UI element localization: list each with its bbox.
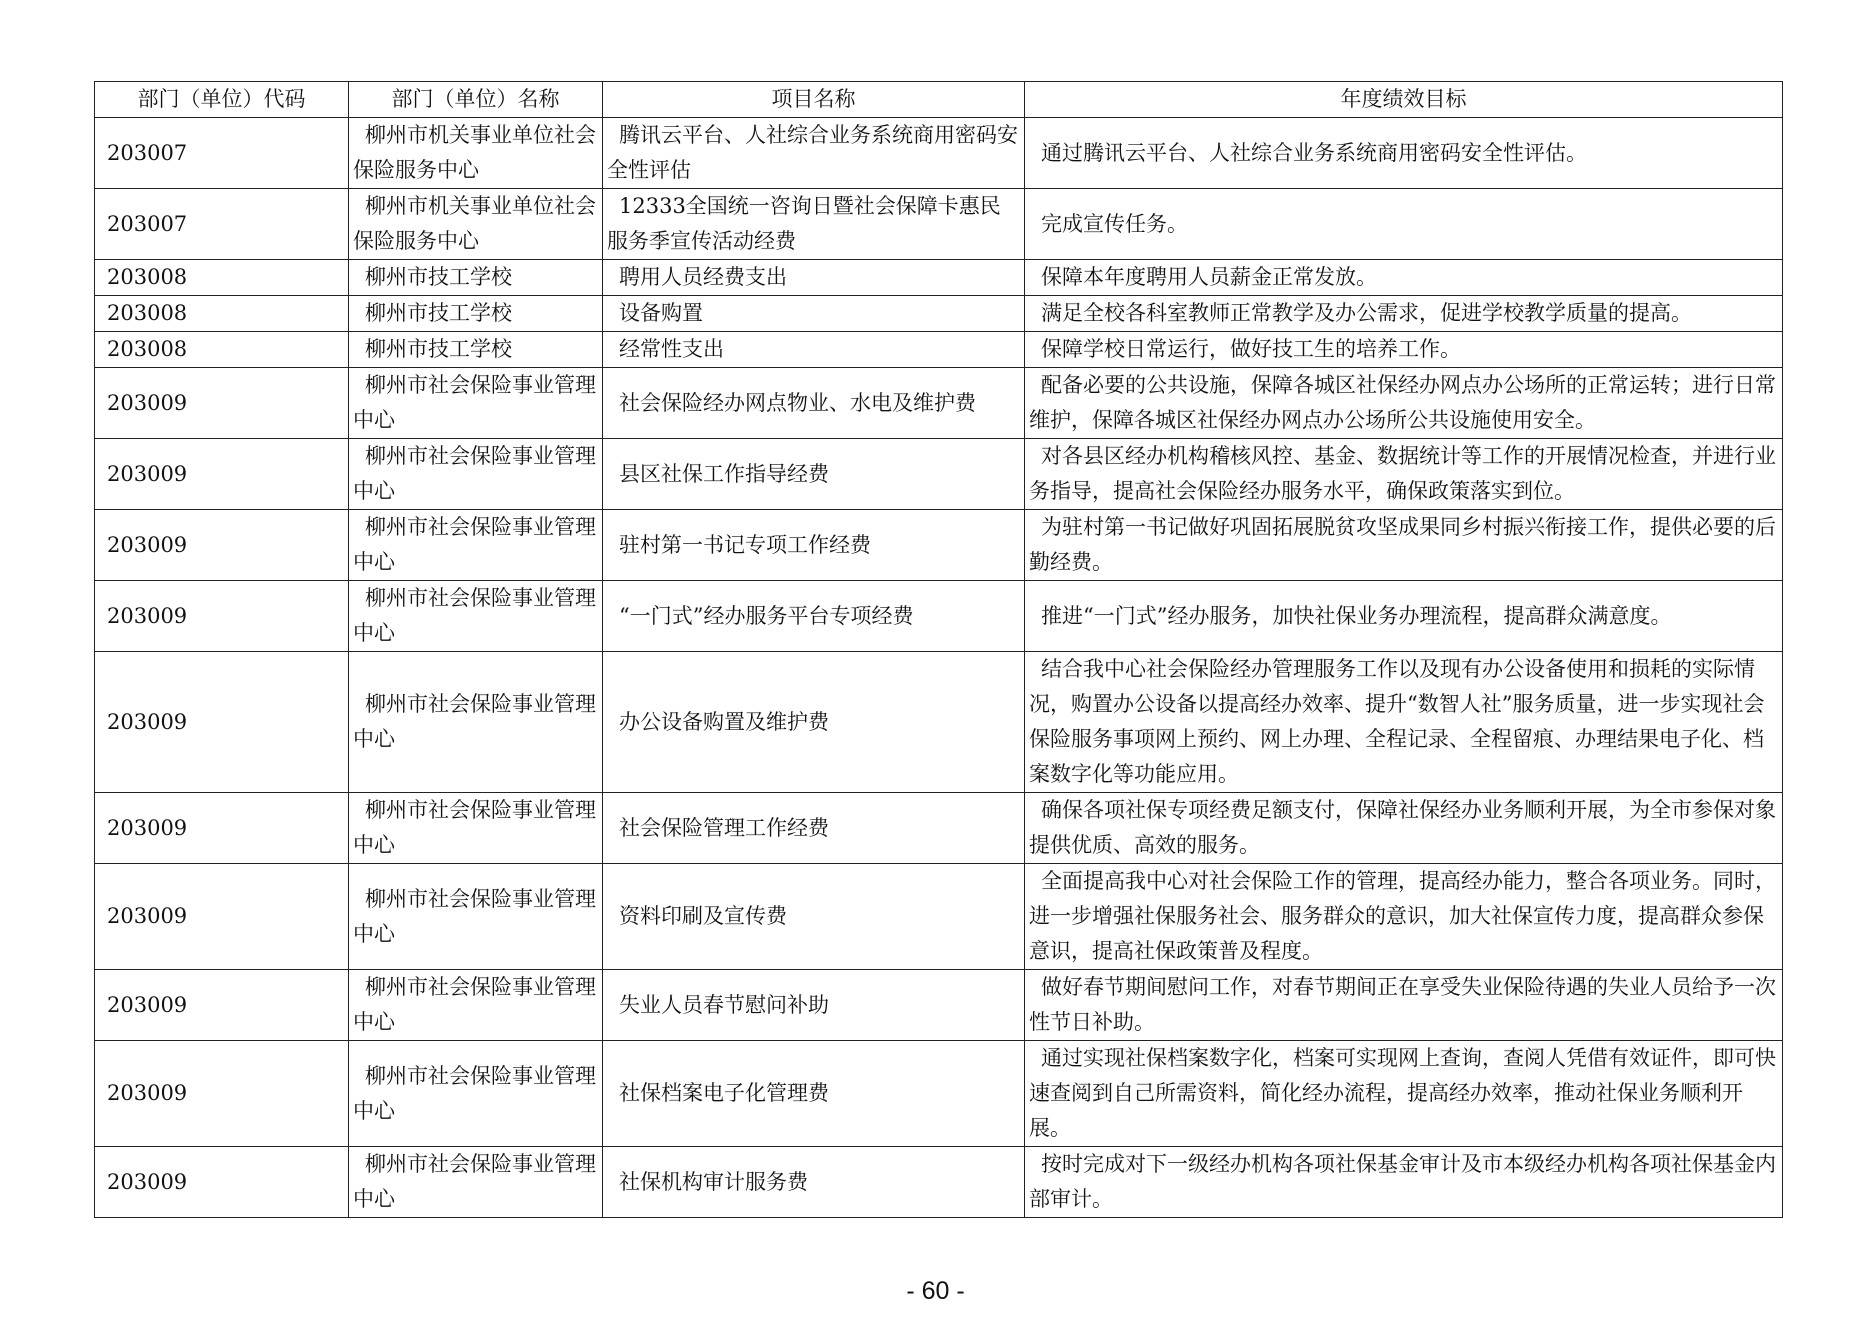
cell-dept-name: 柳州市机关事业单位社会保险服务中心 [349,118,603,189]
cell-dept-name: 柳州市社会保险事业管理中心 [349,1041,603,1147]
table-row [95,439,1783,510]
table-row [95,581,1783,652]
table-row [95,368,1783,439]
table-body [95,118,1783,1218]
cell-project-name: 社会保险经办网点物业、水电及维护费 [603,368,1025,439]
table-row [95,864,1783,970]
cell-dept-code: 203008 [95,332,349,368]
cell-annual-goal: 对各县区经办机构稽核风控、基金、数据统计等工作的开展情况检查，并进行业务指导，提高社会保险经办服务水平，确保政策落实到位。 [1025,439,1783,510]
cell-annual-goal: 确保各项社保专项经费足额支付，保障社保经办业务顺利开展，为全市参保对象提供优质、高效的服务。 [1025,793,1783,864]
cell-project-name: 社会保险管理工作经费 [603,793,1025,864]
cell-project-name: 县区社保工作指导经费 [603,439,1025,510]
cell-dept-name: 柳州市机关事业单位社会保险服务中心 [349,189,603,260]
cell-project-name: 腾讯云平台、人社综合业务系统商用密码安全性评估 [603,118,1025,189]
cell-dept-code: 203009 [95,793,349,864]
cell-dept-code: 203009 [95,1147,349,1218]
page-number: - 60 - [906,1277,965,1305]
cell-project-name: 经常性支出 [603,332,1025,368]
cell-project-name: 12333全国统一咨询日暨社会保障卡惠民服务季宣传活动经费 [603,189,1025,260]
cell-dept-name: 柳州市社会保险事业管理中心 [349,970,603,1041]
cell-dept-code: 203009 [95,368,349,439]
cell-dept-code: 203009 [95,864,349,970]
cell-annual-goal: 保障本年度聘用人员薪金正常发放。 [1025,260,1783,296]
cell-annual-goal: 配备必要的公共设施，保障各城区社保经办网点办公场所的正常运转；进行日常维护，保障各城区社保经办网点办公场所公共设施使用安全。 [1025,368,1783,439]
cell-dept-code: 203008 [95,296,349,332]
table-row [95,1041,1783,1147]
cell-dept-name: 柳州市社会保险事业管理中心 [349,368,603,439]
cell-annual-goal: 做好春节期间慰问工作，对春节期间正在享受失业保险待遇的失业人员给予一次性节日补助。 [1025,970,1783,1041]
cell-dept-name: 柳州市社会保险事业管理中心 [349,1147,603,1218]
cell-project-name: 办公设备购置及维护费 [603,652,1025,793]
table-row [95,793,1783,864]
cell-project-name: 聘用人员经费支出 [603,260,1025,296]
cell-project-name: 社保档案电子化管理费 [603,1041,1025,1147]
header-dept-code: 部门（单位）代码 [95,82,349,118]
table-row [95,510,1783,581]
cell-dept-code: 203009 [95,970,349,1041]
cell-project-name: “一门式”经办服务平台专项经费 [603,581,1025,652]
table-row [95,260,1783,296]
cell-dept-code: 203009 [95,581,349,652]
cell-dept-code: 203008 [95,260,349,296]
cell-dept-code: 203009 [95,510,349,581]
cell-dept-name: 柳州市社会保险事业管理中心 [349,510,603,581]
cell-dept-code: 203009 [95,439,349,510]
cell-dept-code: 203009 [95,1041,349,1147]
cell-annual-goal: 满足全校各科室教师正常教学及办公需求，促进学校教学质量的提高。 [1025,296,1783,332]
table-row [95,118,1783,189]
cell-dept-name: 柳州市社会保险事业管理中心 [349,439,603,510]
table-row [95,189,1783,260]
header-dept-name: 部门（单位）名称 [349,82,603,118]
cell-annual-goal: 完成宣传任务。 [1025,189,1783,260]
cell-annual-goal: 推进“一门式”经办服务，加快社保业务办理流程，提高群众满意度。 [1025,581,1783,652]
table-row [95,332,1783,368]
cell-annual-goal: 为驻村第一书记做好巩固拓展脱贫攻坚成果同乡村振兴衔接工作，提供必要的后勤经费。 [1025,510,1783,581]
cell-project-name: 社保机构审计服务费 [603,1147,1025,1218]
cell-project-name: 资料印刷及宣传费 [603,864,1025,970]
cell-annual-goal: 通过腾讯云平台、人社综合业务系统商用密码安全性评估。 [1025,118,1783,189]
table-header-row [95,82,1783,118]
cell-dept-name: 柳州市技工学校 [349,296,603,332]
cell-dept-name: 柳州市社会保险事业管理中心 [349,864,603,970]
cell-dept-name: 柳州市社会保险事业管理中心 [349,793,603,864]
cell-annual-goal: 结合我中心社会保险经办管理服务工作以及现有办公设备使用和损耗的实际情况，购置办公设备以提高经办效率、提升“数智人社”服务质量，进一步实现社会保险服务事项网上预约、网上办理、全程记录、全程留痕、办理结果电子化、档案数字化等功能应用。 [1025,652,1783,793]
budget-table [94,81,1783,1218]
cell-annual-goal: 全面提高我中心对社会保险工作的管理，提高经办能力，整合各项业务。同时，进一步增强社保服务社会、服务群众的意识，加大社保宣传力度，提高群众参保意识，提高社保政策普及程度。 [1025,864,1783,970]
cell-project-name: 设备购置 [603,296,1025,332]
table-row [95,1147,1783,1218]
table-row [95,970,1783,1041]
table-row [95,652,1783,793]
cell-dept-name: 柳州市技工学校 [349,332,603,368]
cell-dept-code: 203007 [95,118,349,189]
cell-dept-name: 柳州市社会保险事业管理中心 [349,652,603,793]
header-annual-goal: 年度绩效目标 [1025,82,1783,118]
cell-dept-name: 柳州市技工学校 [349,260,603,296]
cell-annual-goal: 按时完成对下一级经办机构各项社保基金审计及市本级经办机构各项社保基金内部审计。 [1025,1147,1783,1218]
cell-dept-code: 203007 [95,189,349,260]
cell-dept-code: 203009 [95,652,349,793]
cell-dept-name: 柳州市社会保险事业管理中心 [349,581,603,652]
cell-project-name: 驻村第一书记专项工作经费 [603,510,1025,581]
cell-annual-goal: 保障学校日常运行，做好技工生的培养工作。 [1025,332,1783,368]
cell-project-name: 失业人员春节慰问补助 [603,970,1025,1041]
header-project-name: 项目名称 [603,82,1025,118]
table-row [95,296,1783,332]
cell-annual-goal: 通过实现社保档案数字化，档案可实现网上查询，查阅人凭借有效证件，即可快速查阅到自己所需资料，简化经办流程，提高经办效率，推动社保业务顺利开展。 [1025,1041,1783,1147]
